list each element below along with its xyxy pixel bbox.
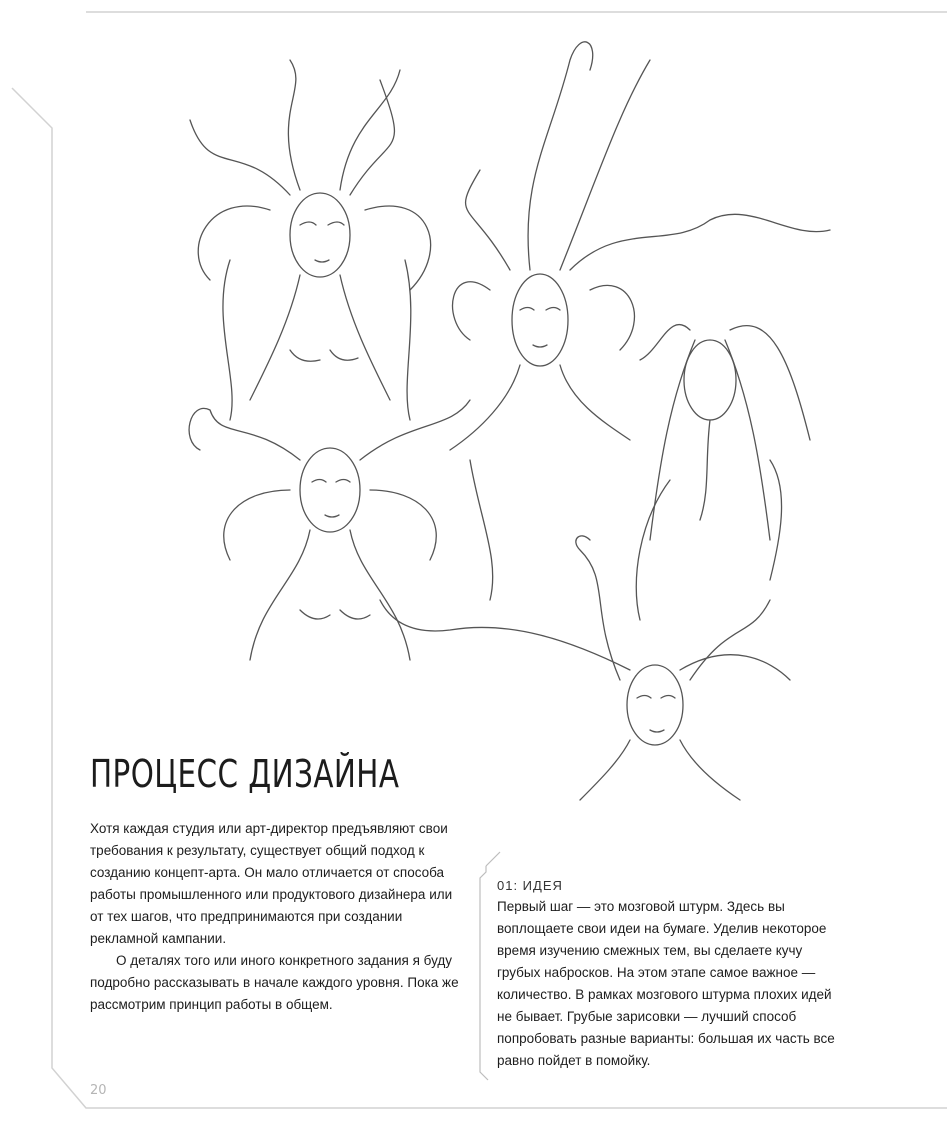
body-paragraph: О деталях того или иного конкретного задания я буду подробно рассказывать в начале каждого уровня. Пока же рассмотрим принцип работы в общем. [90, 953, 459, 1012]
body-text [90, 818, 460, 1016]
page-title: ПРОЦЕСС ДИЗАЙНА [90, 752, 400, 796]
sidebar-bracket [480, 866, 488, 1080]
medusa-sketch-figure-2 [450, 42, 830, 600]
sidebar-step [497, 876, 847, 1072]
medusa-sketch-figure-4 [189, 400, 470, 660]
sidebar-text: Первый шаг — это мозговой штурм. Здесь вы воплощаете свои идеи на бумаге. Уделив некоторое время изучению смежных тем, вы сделаете кучу грубых набросков. На этом этапе самое важное — количество. В рамках мозгового штурма плохих идей не бывает. Грубые зарисовки — лучший способ попробовать разные варианты: большая их часть все равно пойдет в помойку. [497, 899, 835, 1068]
medusa-sketch-figure-3 [636, 324, 810, 620]
page-number: 20 [90, 1083, 107, 1098]
body-paragraph: Хотя каждая студия или арт-директор предъявляют свои требования к результату, существует общий подход к созданию концепт-арта. Он мало отличается от способа работы промышленного или продуктового дизайнера или от тех шагов, что предпринимаются при создании рекламной кампании. [90, 821, 453, 946]
sidebar-top-rule [486, 852, 500, 866]
medusa-sketch-figure-5 [380, 536, 790, 800]
medusa-sketch-illustration [150, 20, 840, 810]
medusa-sketch-figure-1 [190, 60, 431, 420]
sidebar-title: 01: ИДЕЯ [497, 878, 563, 893]
